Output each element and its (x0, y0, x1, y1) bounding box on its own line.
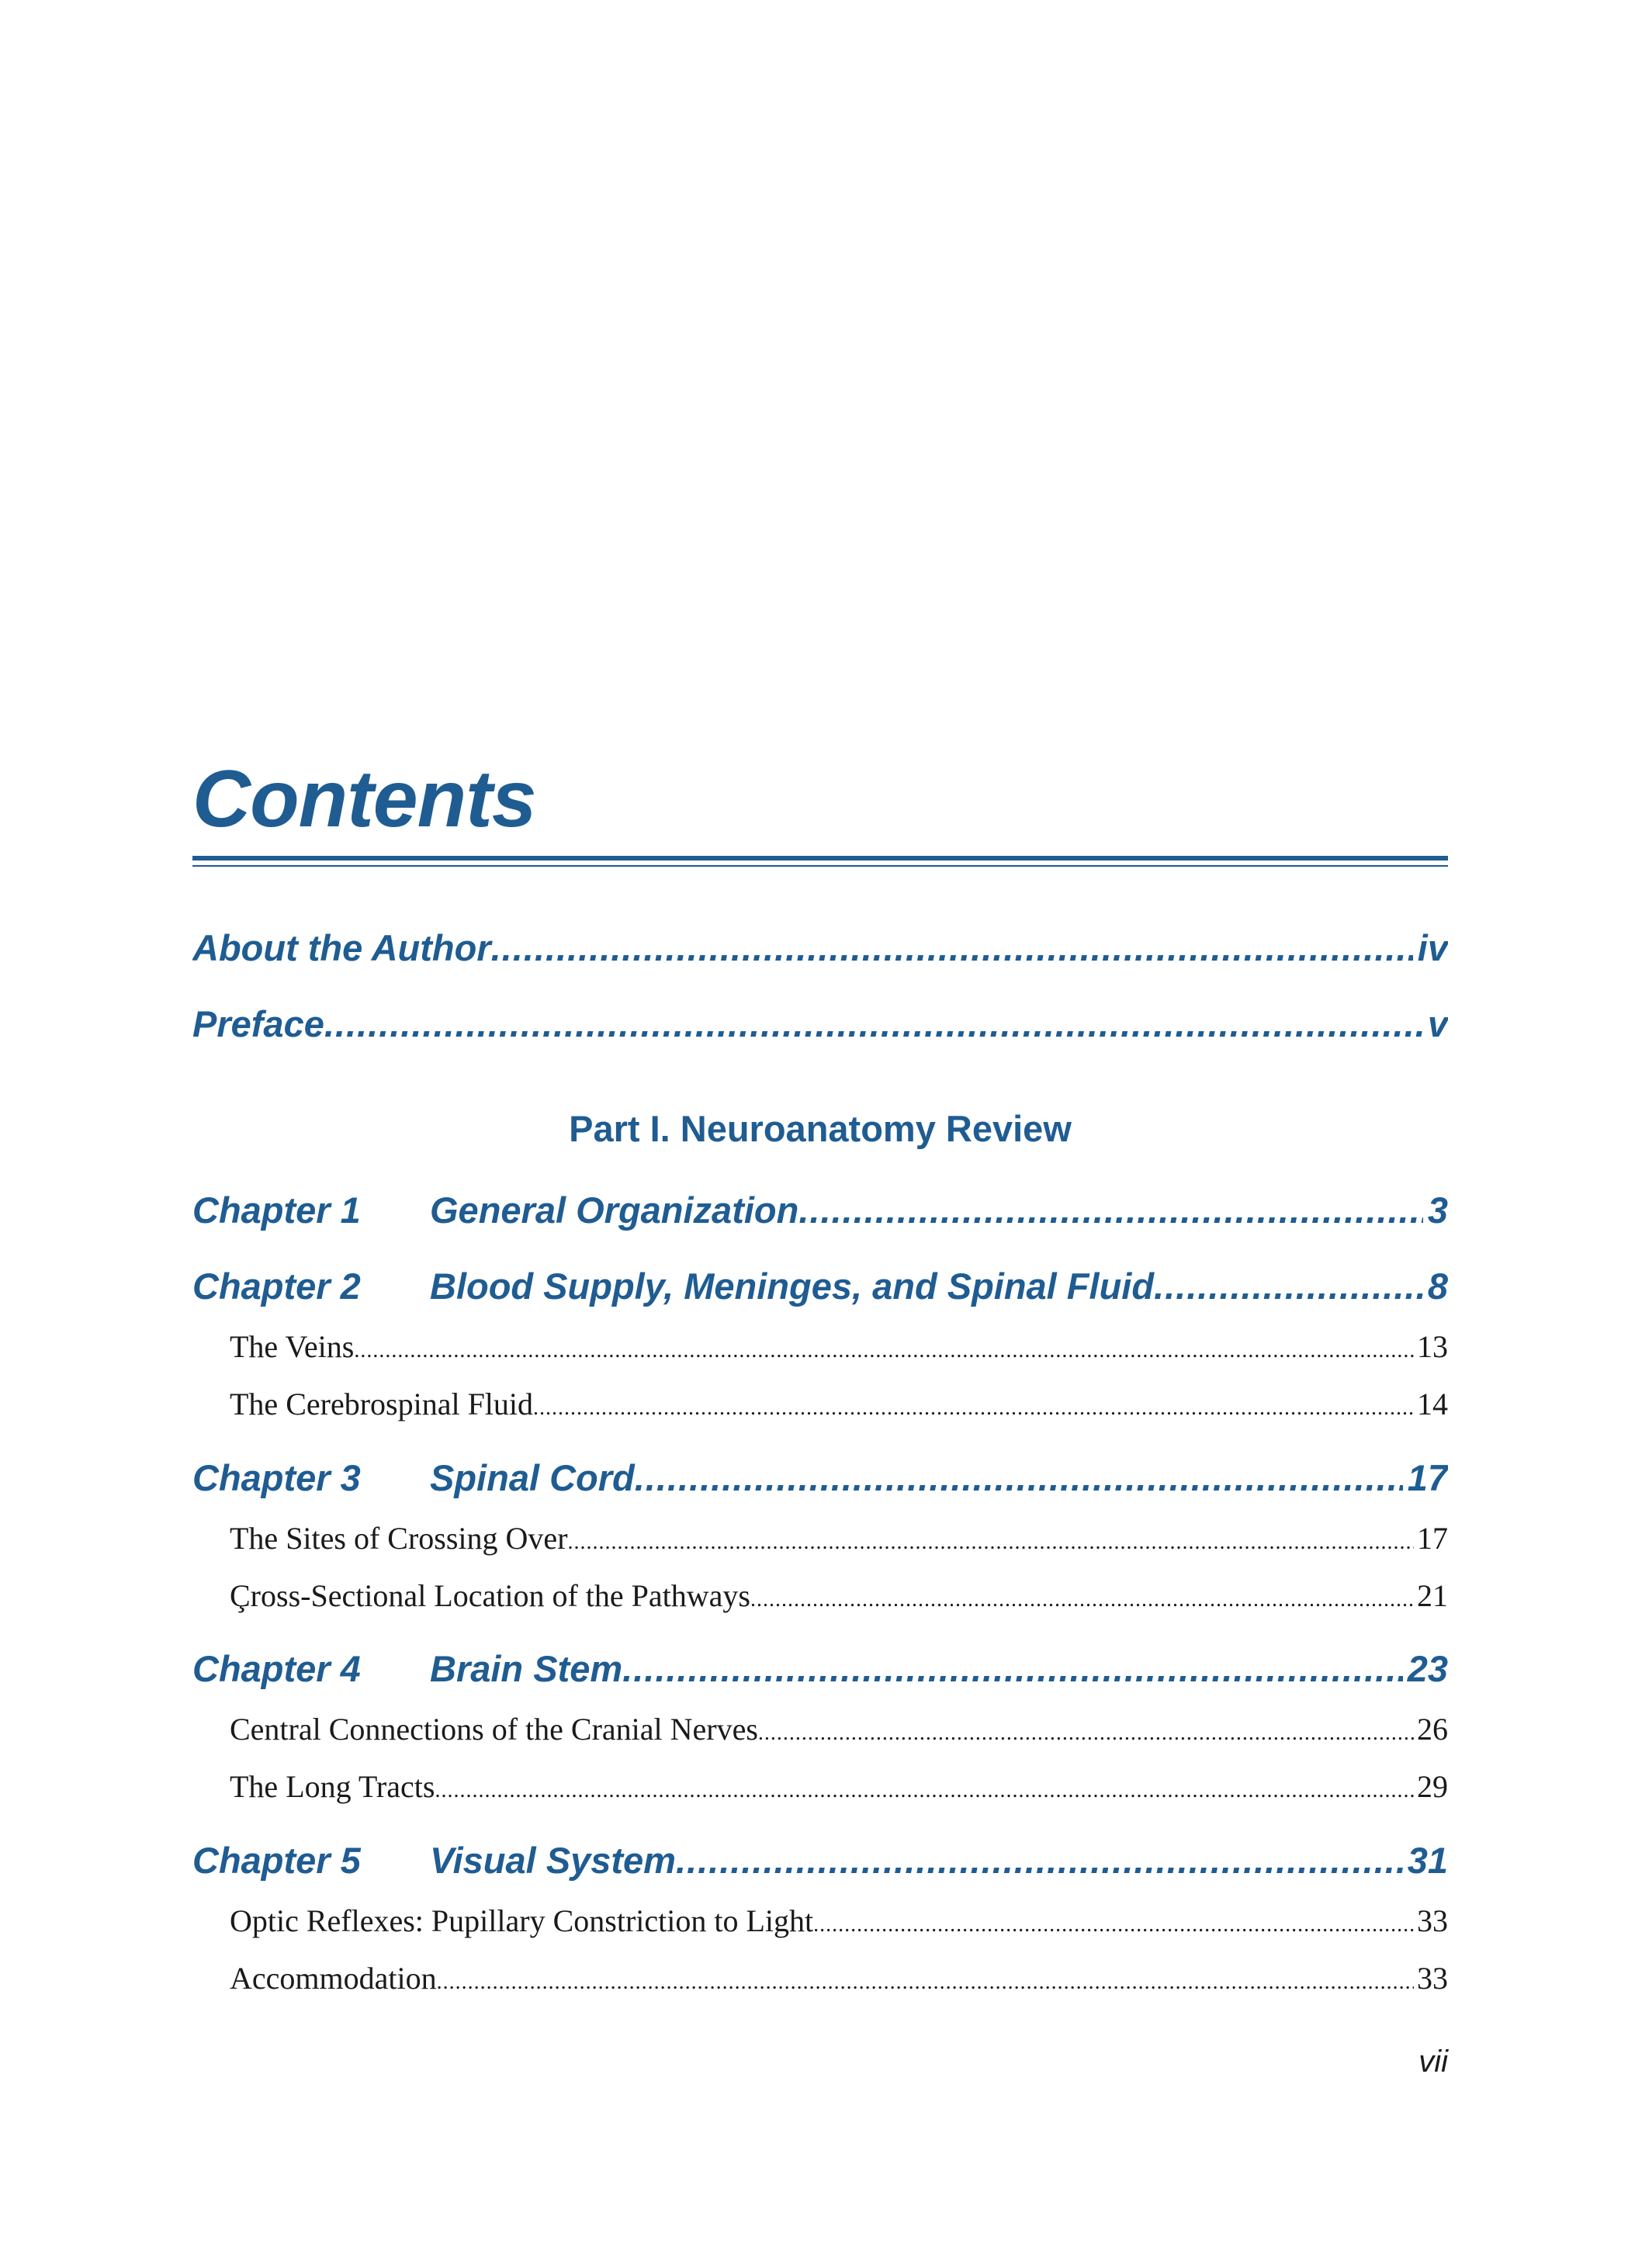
section-title: The Long Tracts (230, 1769, 435, 1804)
toc-section[interactable] (230, 1958, 1448, 2003)
title-rule-thick (192, 856, 1448, 860)
section-page: 26 (1417, 1712, 1448, 1747)
section-title: Çross-Sectional Location of the Pathways (230, 1578, 750, 1613)
chapter-page: 3 (1427, 1189, 1448, 1231)
toc-section[interactable] (230, 1518, 1448, 1563)
section-page: 29 (1417, 1769, 1448, 1804)
toc-chapter-1[interactable] (192, 1187, 1448, 1234)
toc-entry-label: Preface (192, 1003, 324, 1044)
chapter-page: 23 (1407, 1648, 1448, 1689)
toc-section[interactable] (230, 1709, 1448, 1754)
toc-entry-preface[interactable] (192, 1001, 1448, 1047)
toc-section[interactable] (230, 1384, 1448, 1428)
section-page: 14 (1417, 1387, 1448, 1421)
page-title: Contents (192, 754, 536, 844)
toc-section[interactable] (230, 1767, 1448, 1811)
chapter-title: General Organization (430, 1189, 799, 1231)
section-title: Accommodation (230, 1961, 437, 1996)
toc-entry-page: iv (1417, 927, 1448, 968)
chapter-number: Chapter 4 (192, 1648, 361, 1689)
section-title: Optic Reflexes: Pupillary Constriction to Light (230, 1903, 814, 1938)
chapter-number: Chapter 5 (192, 1840, 361, 1881)
toc-chapter-2[interactable] (192, 1263, 1448, 1310)
dot-leader (635, 1455, 1403, 1501)
dot-leader (568, 1522, 1414, 1563)
dot-leader (491, 925, 1413, 971)
toc-chapter-4[interactable] (192, 1646, 1448, 1692)
dot-leader (798, 1187, 1423, 1234)
toc-entry-about-author[interactable] (192, 925, 1448, 971)
chapter-page: 31 (1407, 1840, 1448, 1881)
section-title: Central Connections of the Cranial Nerves (230, 1712, 758, 1747)
section-page: 33 (1417, 1903, 1448, 1938)
section-title: The Cerebrospinal Fluid (230, 1387, 534, 1421)
section-page: 17 (1417, 1521, 1448, 1556)
toc-chapter-3[interactable] (192, 1455, 1448, 1501)
toc-section[interactable] (230, 1327, 1448, 1371)
toc-section[interactable] (230, 1901, 1448, 1945)
dot-leader (324, 1001, 1423, 1047)
toc-chapter-5[interactable] (192, 1837, 1448, 1884)
dot-leader (676, 1837, 1403, 1884)
dot-leader (435, 1771, 1414, 1811)
title-rule-thin (192, 865, 1448, 867)
toc-section[interactable] (230, 1576, 1448, 1620)
chapter-title: Brain Stem (430, 1648, 623, 1689)
dot-leader (533, 1388, 1414, 1428)
chapter-title: Blood Supply, Meninges, and Spinal Fluid (430, 1266, 1155, 1307)
section-page: 13 (1417, 1329, 1448, 1364)
chapter-number: Chapter 1 (192, 1189, 361, 1231)
chapter-page: 17 (1407, 1457, 1448, 1498)
section-title: The Veins (230, 1329, 355, 1364)
toc-entry-label: About the Author (192, 927, 491, 968)
dot-leader (622, 1646, 1403, 1692)
page-number: vii (1418, 2045, 1448, 2079)
chapter-title: Spinal Cord (430, 1457, 635, 1498)
part-heading: Part I. Neuroanatomy Review (569, 1108, 1072, 1149)
dot-leader (437, 1962, 1414, 2003)
dot-leader (758, 1713, 1414, 1754)
dot-leader (1154, 1263, 1423, 1310)
dot-leader (750, 1580, 1414, 1620)
section-title: The Sites of Crossing Over (230, 1521, 568, 1556)
dot-leader (813, 1905, 1414, 1945)
toc-entry-page: v (1427, 1003, 1448, 1044)
chapter-title: Visual System (430, 1840, 676, 1881)
chapter-page: 8 (1427, 1266, 1448, 1307)
section-page: 21 (1417, 1578, 1448, 1613)
chapter-number: Chapter 3 (192, 1457, 361, 1498)
dot-leader (354, 1331, 1414, 1371)
section-page: 33 (1417, 1961, 1448, 1996)
chapter-number: Chapter 2 (192, 1266, 361, 1307)
